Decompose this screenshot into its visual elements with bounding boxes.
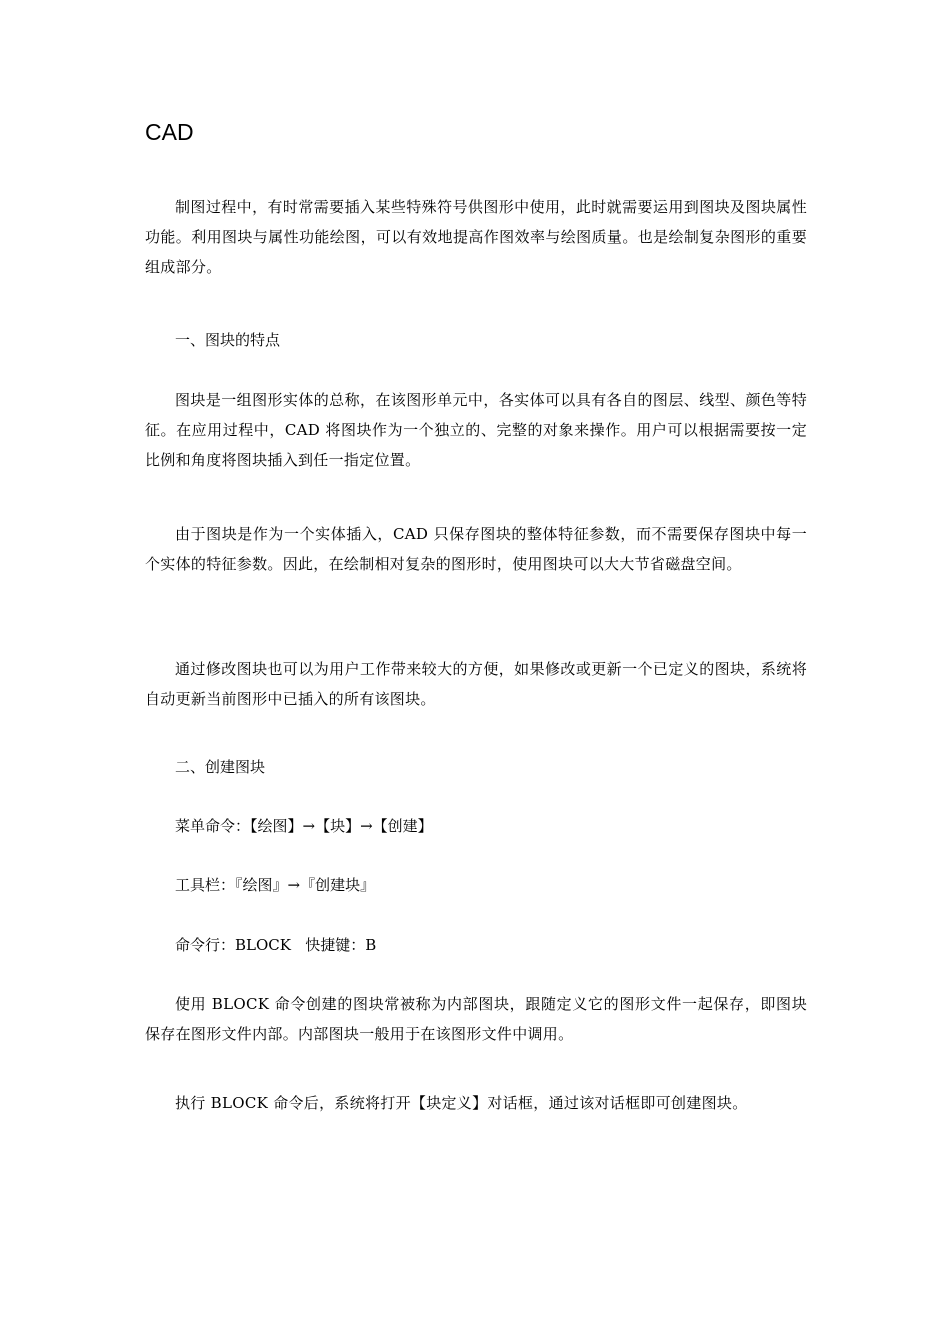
create-block-paragraph-1: 使用 BLOCK 命令创建的图块常被称为内部图块，跟随定义它的图形文件一起保存，即图块保存在图形文件内部。内部图块一般用于在该图形文件中调用。: [145, 995, 807, 1043]
section-heading-create-block: 二、创建图块: [175, 758, 266, 776]
create-block-paragraph-2: 执行 BLOCK 命令后，系统将打开【块定义】对话框，通过该对话框即可创建图块。: [175, 1094, 748, 1112]
block-features-paragraph-3: 通过修改图块也可以为用户工作带来较大的方便，如果修改或更新一个已定义的图块，系统将自动更新当前图形中已插入的所有该图块。: [145, 660, 807, 708]
intro-paragraph: 制图过程中，有时常需要插入某些特殊符号供图形中使用，此时就需要运用到图块及图块属性功能。利用图块与属性功能绘图，可以有效地提高作图效率与绘图质量。也是绘制复杂图形的重要组成部分。: [145, 198, 807, 276]
block-features-paragraph-2: 由于图块是作为一个实体插入，CAD 只保存图块的整体特征参数，而不需要保存图块中每一个实体的特征参数。因此，在绘制相对复杂的图形时，使用图块可以大大节省磁盘空间。: [145, 525, 807, 573]
block-features-paragraph-1: 图块是一组图形实体的总称，在该图形单元中，各实体可以具有各自的图层、线型、颜色等特征。在应用过程中，CAD 将图块作为一个独立的、完整的对象来操作。用户可以根据需要按一定比例和角度将图块插入到任一指定位置。: [145, 391, 807, 469]
menu-command-line: 菜单命令：【绘图】→【块】→【创建】: [175, 817, 433, 835]
toolbar-command-line: 工具栏：『绘图』→『创建块』: [175, 876, 376, 894]
command-line-shortcut: 命令行：BLOCK 快捷键：B: [175, 936, 377, 954]
section-heading-block-features: 一、图块的特点: [175, 331, 281, 349]
document-title: CAD: [145, 119, 194, 145]
